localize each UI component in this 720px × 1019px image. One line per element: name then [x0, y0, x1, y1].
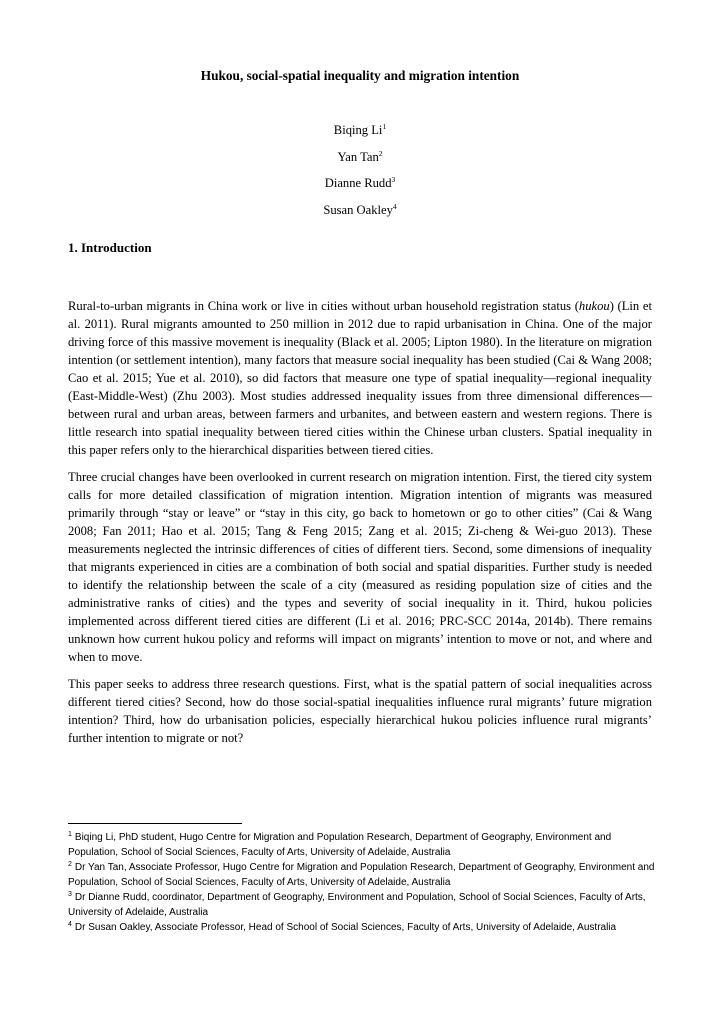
footnote-text: Dr Susan Oakley, Associate Professor, Head of School of Social Sciences, Faculty of Arts, University of Adelaide, Australia: [74, 922, 617, 933]
author-footnote-mark: 3: [391, 175, 396, 184]
footnote-text: Dr Dianne Rudd, coordinator, Department of Geography, Environment and Population, School of Social Sciences, Faculty of Arts, University of Adelaide, Australia: [68, 892, 646, 918]
section-heading: 1. Introduction: [68, 240, 152, 255]
footnote-text: Biqing Li, PhD student, Hugo Centre for Migration and Population Research, Department of Geography, Environment and Population, School of Social Sciences, Faculty of Arts, University of Adelaide, Australia: [68, 832, 612, 858]
footnote-mark: 2: [68, 861, 72, 868]
author-entry: [0, 201, 720, 228]
footnote-mark: 1: [68, 831, 72, 838]
body-text: [68, 297, 652, 756]
paragraph-text: ) (Lin et al. 2011). Rural migrants amounted to 250 million in 2012 due to rapid urbanisation in China. One of the major driving force of this massive movement is inequality (Black et al. 2005; Lipton 1980). In the literature on migration intention (or settlement intention), many factors that measure social inequality has been studied (Cai & Wang 2008; Cao et al. 2015; Yue et al. 2010), so did factors that measure one type of spatial inequality—regional inequality (East-Middle-West) (Zhu 2003). Most studies addressed inequality issues from three dimensional differences— between rural and urban areas, between farmers and urbanites, and between eastern and western regions. There is little research into spatial inequality between tiered cities within the Chinese urban clusters. Spatial inequality in this paper refers only to the hierarchical disparities between tiered cities.: [68, 299, 652, 457]
footnote: [68, 860, 658, 890]
paragraph-3: This paper seeks to address three research questions. First, what is the spatial pattern of social inequalities across different tiered cities? Second, how do those social-spatial inequalities influence rural migrants’ future migration intention? Third, how do urbanisation policies, especially hierarchical hukou policies influence rural migrants’ further intention to migrate or not?: [68, 677, 652, 745]
paper-title: Hukou, social-spatial inequality and migration intention: [200, 68, 520, 83]
footnote-separator: [68, 823, 242, 824]
paragraph-text: Rural-to-urban migrants in China work or live in cities without urban household registration status (: [68, 299, 579, 313]
author-footnote-mark: 1: [382, 122, 387, 131]
author-name: Susan Oakley: [323, 202, 393, 217]
footnote-mark: 3: [68, 891, 72, 898]
footnote-mark: 4: [68, 921, 72, 928]
author-entry: [0, 174, 720, 201]
footnote: [68, 830, 658, 860]
author-name: Dianne Rudd: [324, 176, 392, 190]
paragraph-2: Three crucial changes have been overlooked in current research on migration intention. First, the tiered city system calls for more detailed classification of migration intention. Migration intention of migrants was measured primarily through “stay or leave” or “stay in this city, go back to hometown or go to other cities” (Cai & Wang 2008; Fan 2011; Hao et al. 2015; Tang & Feng 2015; Zang et al. 2015; Zi-cheng & Wei-guo 2013). These measurements neglected the intrinsic differences of cities of different tiers. Second, some dimensions of inequality that migrants experienced in cities are a combination of both social and spatial disparities. Further study is needed to identify the relationship between the scale of a city (measured as residing population size of cities and the administrative ranks of cities) and the types and severity of social inequality in it. Third, hukou policies implemented across different tiered cities are different (Li et al. 2016; PRC-SCC 2014a, 2014b). There remains unknown how current hukou policy and reforms will impact on migrants’ intention to move or not, and where and when to move.: [68, 470, 652, 664]
author-entry: [0, 148, 720, 175]
footnote: [68, 890, 658, 920]
author-name: Yan Tan: [337, 149, 379, 164]
author-name: Biqing Li: [333, 123, 383, 137]
italic-term: hukou: [578, 299, 610, 313]
footnote: [68, 920, 658, 935]
paragraph-1: [68, 297, 652, 459]
author-list: [0, 121, 720, 227]
author-footnote-mark: 2: [378, 148, 383, 158]
author-footnote-mark: 4: [392, 201, 397, 211]
author-entry: [0, 121, 720, 148]
footnotes: [68, 830, 658, 935]
footnote-text: Dr Yan Tan, Associate Professor, Hugo Centre for Migration and Population Research, Department of Geography, Environment and Population, School of Social Sciences, Faculty of Arts, University of Adelaide, Australia: [68, 862, 655, 888]
